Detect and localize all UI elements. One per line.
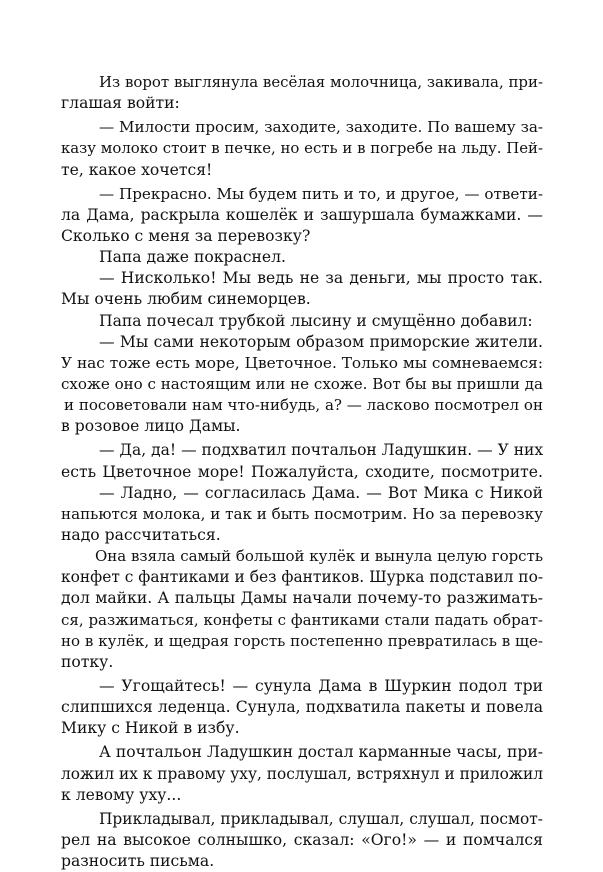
text-line: — Ладно, — согласилась Дама. — Вот Мика с Никой bbox=[99, 483, 543, 502]
text-line: напьются молока, и так и быть посмотрим. Но за перевозку bbox=[61, 504, 544, 523]
text-line: разносить письма. bbox=[61, 852, 215, 871]
text-line: глашая войти: bbox=[61, 94, 180, 113]
text-column bbox=[61, 72, 543, 872]
text-line: надо рассчитаться. bbox=[61, 525, 221, 544]
text-line: ла Дама, раскрыла кошелёк и зашуршала бумажками. — bbox=[61, 205, 543, 224]
text-line: — Мы сами некоторым образом приморские жители. bbox=[99, 332, 543, 351]
text-line: к левому уху... bbox=[61, 785, 182, 804]
text-line: слипшихся леденца. Сунула, подхватила пакеты и повела bbox=[61, 698, 543, 717]
text-line: Мы очень любим синеморцев. bbox=[61, 290, 311, 309]
text-line: Папа даже покраснел. bbox=[99, 248, 286, 267]
text-line: ся, разжиматься, конфеты с фантиками стали падать обрат- bbox=[61, 610, 543, 629]
text-line: А почтальон Ладушкин достал карманные часы, при- bbox=[99, 743, 543, 762]
text-line: дол майки. А пальцы Дамы начали почему-то разжимать- bbox=[61, 589, 543, 608]
text-line: Из ворот выглянула весёлая молочница, закивала, при- bbox=[99, 73, 543, 91]
text-line: У нас тоже есть море, Цветочное. Только мы сомневаемся: bbox=[61, 353, 543, 372]
text-line: Папа почесал трубкой лысину и смущённо добавил: bbox=[99, 311, 533, 330]
text-line: Прикладывал, прикладывал, слушал, слушал, посмот- bbox=[99, 809, 543, 828]
text-line: — Нисколько! Мы ведь не за деньги, мы просто так. bbox=[99, 269, 543, 288]
text-line: в розовое лицо Дамы. bbox=[61, 417, 241, 436]
text-line: ложил их к правому уху, послушал, встряхнул и приложил bbox=[61, 764, 543, 783]
text-line: потку. bbox=[61, 652, 114, 671]
text-line: — Милости просим, заходите, заходите. По вашему за- bbox=[99, 118, 543, 137]
text-line: Мику с Никой в избу. bbox=[61, 719, 240, 738]
text-line: те, какое хочется! bbox=[61, 160, 213, 179]
text-line: есть Цветочное море! Пожалуйста, сходите, посмотрите. bbox=[61, 462, 543, 481]
text-line: — Прекрасно. Мы будем пить и то, и другое, — ответи- bbox=[99, 184, 543, 203]
text-line: — Да, да! — подхватил почтальон Ладушкин. — У них bbox=[99, 441, 544, 460]
text-line: и посоветовали нам что-нибудь, а? — ласково посмотрел он bbox=[64, 396, 543, 415]
text-line: но в кулёк, и щедрая горсть постепенно превратилась в ще- bbox=[61, 631, 543, 650]
text-line: — Угощайтесь! — сунула Дама в Шуркин подол три bbox=[99, 676, 543, 695]
text-line: Сколько с меня за перевозку? bbox=[61, 226, 311, 245]
text-line: казу молоко стоит в печке, но есть и в погребе на льду. Пей- bbox=[61, 139, 543, 158]
text-line: конфет с фантиками и без фантиков. Шурка подставил по- bbox=[61, 568, 544, 587]
text-line: Она взяла самый большой кулёк и вынула целую горсть bbox=[95, 547, 543, 566]
text-line: схоже оно с настоящим или не схоже. Вот бы вы пришли да bbox=[61, 374, 543, 393]
text-line: рел на высокое солнышко, сказал: «Ого!» — и помчался bbox=[61, 830, 543, 849]
